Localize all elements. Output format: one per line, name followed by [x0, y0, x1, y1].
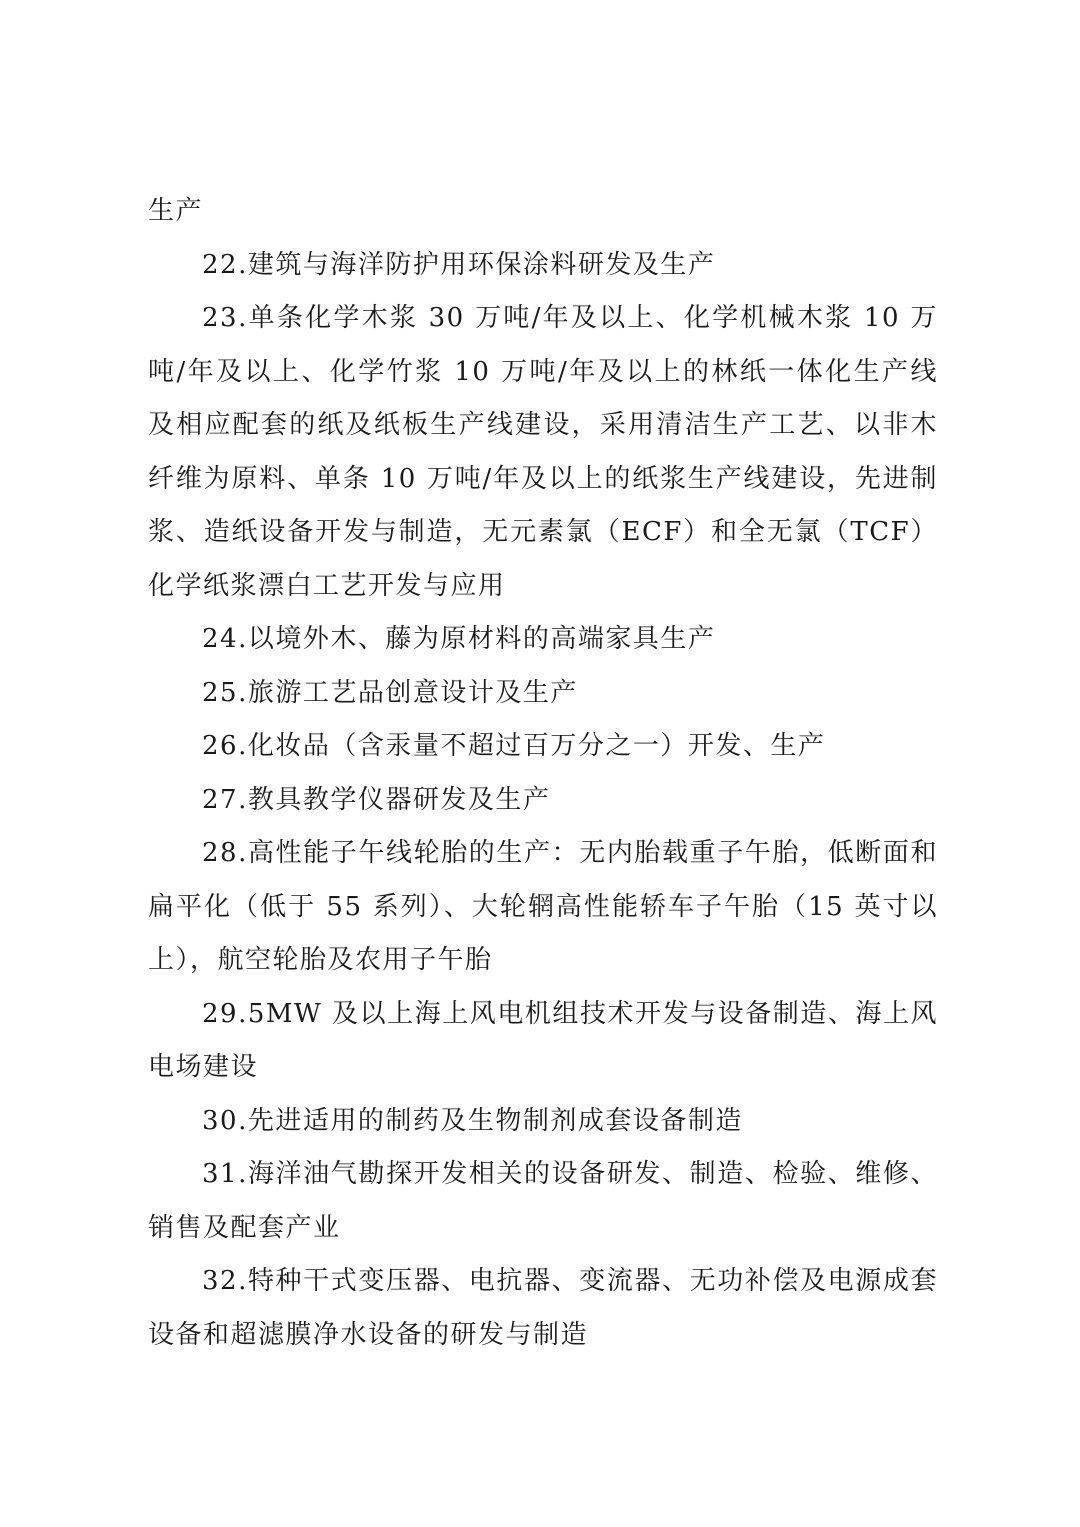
list-item-24: 24.以境外木、藤为原材料的高端家具生产: [202, 624, 716, 654]
list-item-23: 23.单条化学木浆 30 万吨/年及以上、化学机械木浆 10 万吨/年及以上、化学竹浆 10 万吨/年及以上的林纸一体化生产线及相应配套的纸及纸板生产线建设，采用清洁生产工艺、以非木纤维为原料、单条 10 万吨/年及以上的纸浆生产线建设，先进制浆、造纸设备开发与制造，无元素氯（ECF）和全无氯（TCF）化学纸浆漂白工艺开发与应用: [148, 303, 938, 601]
list-item-30: 30.先进适用的制药及生物制剂成套设备制造: [202, 1105, 743, 1136]
list-item-32: 32.特种干式变压器、电抗器、变流器、无功补偿及电源成套设备和超滤膜净水设备的研发与制造: [148, 1266, 938, 1350]
list-item-29: 29.5MW 及以上海上风电机组技术开发与设备制造、海上风电场建设: [148, 998, 938, 1082]
list-item-31: 31.海洋油气勘探开发相关的设备研发、制造、检验、维修、销售及配套产业: [148, 1159, 938, 1243]
list-item-26: 26.化妆品（含汞量不超过百万分之一）开发、生产: [202, 731, 826, 761]
list-item-28: 28.高性能子午线轮胎的生产：无内胎载重子午胎，低断面和扁平化（低于 55 系列）、大轮辋高性能轿车子午胎（15 英寸以上），航空轮胎及农用子午胎: [148, 838, 938, 975]
list-item-27: 27.教具教学仪器研发及生产: [202, 784, 551, 815]
list-item-25: 25.旅游工艺品创意设计及生产: [202, 677, 578, 708]
paragraph-continuation: 生产: [148, 196, 204, 226]
document-body: [148, 185, 938, 1362]
list-item-22: 22.建筑与海洋防护用环保涂料研发及生产: [202, 249, 716, 280]
